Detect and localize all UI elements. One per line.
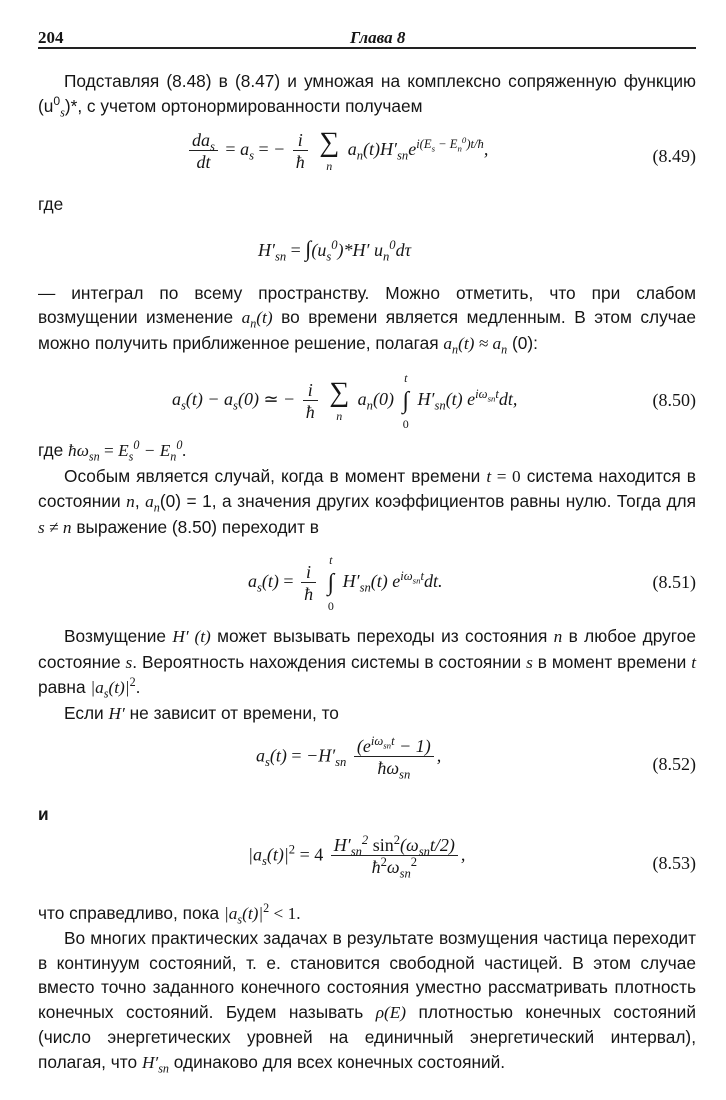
paragraph-time-independent: Если H′ не зависит от времени, то (64, 702, 339, 723)
paragraph-intro: Подставляя (8.48) в (8.47) и умножая на комплексно сопряженную функцию $(u^0_s)*$, с учетом ортонормированности получаем (38, 71, 696, 119)
equation-8-53 (38, 833, 696, 901)
equation-8-52-body: $a_s(t) = -H'_{sn}$ $\frac{(e^{i\omega_{sn}t} - 1)}{ħ\omega_{sn}}$ , (256, 734, 442, 782)
paragraph-integral: — интеграл по всему пространству. Можно отметить, что при слабом возмущении изменение $a_n(t)$ во времени является медленным. В этом случае можно получить приближенное решение, полагая $a_n(t) \approx a_n$ (0): (38, 282, 697, 356)
equation-8-52 (38, 734, 696, 802)
page-header (38, 24, 696, 50)
equation-8-53-body: $|a_s(t)|^2 = 4$ $\frac{H'_{sn}^2 \sin^2(\omega_{sn}t/2)}{ħ^2\omega_{sn}^2}$ , (248, 832, 466, 881)
book-page (38, 24, 696, 1075)
chapter-title: Глава 8 (350, 28, 406, 47)
equation-8-50-body: $a_s(t) - a_s(0)$ ≃ − $\frac{i}{ħ}$ ∑ n $a_n(0)$ t ∫ 0 $H'_{sn}(t)$ $e^{i\omega_{sn}t}dt$, (172, 371, 518, 431)
equation-8-50 (38, 366, 696, 438)
equation-8-51 (38, 550, 696, 620)
page-number: 204 (38, 28, 64, 47)
paragraph-valid: что справедливо, пока $|a_s(t)|^2 < 1$. (38, 900, 301, 926)
equation-number: (8.49) (652, 146, 696, 166)
equation-number: (8.52) (652, 754, 696, 774)
where-label: где (38, 194, 64, 214)
paragraph-special-case: Особым является случай, когда в момент времени t = 0 система находится в состоянии n, $a_n(0) = 1$, а значения других коэффициентов равны нулю. Тогда для s ≠ n выражение (8.50) переходит в (38, 465, 696, 537)
matrix-element-body: $H'_{sn} = \int(u_s^0)*H'$ $u_n^0d\tau$ (258, 235, 412, 264)
where-hbar: где $ħ\omega_{sn} = E_s^0 - E_n^0$. (38, 438, 187, 464)
equation-8-49-body: $\frac{da_s}{dt}$ = $a_s$ = − $\frac{i}{ħ}$ ∑ n $a_n(t)H'_{sn}e^{i(E_s - E_n^0)t/ħ}$, (186, 128, 488, 174)
and-label: и (38, 804, 49, 824)
equation-number: (8.53) (652, 852, 696, 873)
header-rule (38, 47, 696, 49)
equation-8-51-body: $a_s(t)$ = $\frac{i}{ħ}$ t ∫ 0 $H'_{sn}(t)$ $e^{i\omega_{sn}t}dt$. (248, 553, 443, 613)
equation-number: (8.51) (652, 572, 696, 592)
equation-number: (8.50) (652, 390, 696, 410)
paragraph-perturbation: Возмущение H′ (t) может вызывать переходы из состояния n в любое другое состояние s. Вероятность нахождения системы в состоянии s в момент времени t равна $|a_s(t)|^2$. (38, 626, 697, 701)
paragraph-continuum: Во многих практических задачах в результате возмущения частица переходит в континуум состояний, т. е. становится свободной частицей. В этом случае вместо точно заданного конечного состояния уместно рассматривать плотность конечных состояний. Будем называть ρ(E) плотностью конечных состояний (число энергетических уровней на единичный энергетический интервал), полагая, что $H'_{sn}$ одинаково для всех конечных состояний. (38, 928, 696, 1075)
equation-matrix-element (38, 225, 696, 281)
equation-8-49 (38, 128, 696, 190)
